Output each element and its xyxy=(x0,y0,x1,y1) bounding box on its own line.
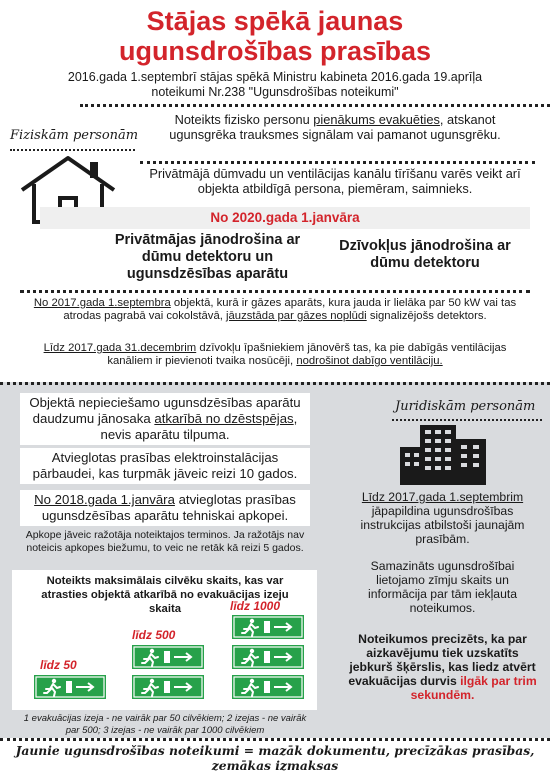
divider xyxy=(80,104,550,107)
exit-sign xyxy=(132,675,204,704)
maintenance-note: Apkope jāveic ražotāja noteiktajos terminos. Ja ražotājs nav noteicis apkopes biežumu, to veic ne retāk kā reizi 5 gados. xyxy=(25,529,305,554)
divider xyxy=(20,290,530,293)
label-underline xyxy=(392,419,542,421)
divider xyxy=(140,161,535,164)
title-line-1: Stājas spēkā jaunas xyxy=(146,6,404,36)
level-50-label: līdz 50 xyxy=(40,658,77,672)
divider xyxy=(0,382,550,385)
subtitle: 2016.gada 1.septembrī stājas spēkā Ministru kabineta 2016.gada 19.aprīļa noteikumi Nr.238 "Ugunsdrošības noteikumi" xyxy=(67,70,483,99)
flat-requirement: Dzīvokļus jānodrošina ar dūmu detektoru xyxy=(339,238,511,271)
running-man-icon xyxy=(232,675,304,699)
physical-persons-section xyxy=(0,100,550,382)
instructions-update-text: Līdz 2017.gada 1.septembrim jāpapildina ugunsdrošības instrukcijas atbilstoši jaunajām prasībām. xyxy=(360,490,525,546)
ventilation-text: Līdz 2017.gada 31.decembrim dzīvokļu īpašniekiem jānovērš tas, ka pie dabīgās ventilācijas kanāliem ir pievienoti tvaika nosūcēji, nodrošinot dabīgo ventilāciju. xyxy=(43,342,507,367)
legal-persons-section xyxy=(0,382,550,738)
date-banner xyxy=(40,207,530,229)
evacuation-box xyxy=(12,570,317,736)
title-line-2: ugunsdrošības prasības xyxy=(118,36,432,66)
date-2020: No 2020.gada 1.janvāra xyxy=(210,210,360,225)
running-man-icon xyxy=(132,645,204,669)
legal-persons-label: Juridiskām personām xyxy=(395,399,536,414)
level-1000-label: līdz 1000 xyxy=(230,599,281,613)
extinguisher-amount-text: Objektā nepieciešamo ugunsdzēsības aparātu daudzumu jānosaka atkarībā no dzēstspējas, nevis aparātu tilpuma. xyxy=(20,393,310,445)
evacuation-title: Noteikts maksimālais cilvēku skaits, kas var atrasties objektā atkarībā no evakuācijas izeju skaita xyxy=(41,575,289,615)
house-requirement: Privātmājas jānodrošina ar dūmu detektoru un ugunsdzēsības aparātu xyxy=(114,232,301,282)
electric-inspection-text: Atvieglotas prasības elektroinstalācijas pārbaudei, kas turpmāk jāveic reizi 10 gados. xyxy=(20,448,310,484)
chimney-cleaning-text: Privātmājā dūmvadu un ventilācijas kanālu tīrīšanu varēs veikt arī objekta atbildīgā persona, piemēram, saimnieks. xyxy=(149,166,521,196)
running-man-icon xyxy=(34,675,106,699)
maintenance-2018-text: No 2018.gada 1.janvāra atvieglotas prasības ugunsdzēsības aparātu tehniskai apkopei. xyxy=(20,490,310,526)
gas-detector-text: No 2017.gada 1.septembra objektā, kurā ir gāzes aparāts, kura jauda ir lielāka par 50 kW vai tas atrodas pagrabā vai cokolstāvā, jāuzstāda par gāzes noplūdi signalizējošs detektors. xyxy=(33,297,517,322)
evacuation-note: 1 evakuācijas izeja - ne vairāk par 50 cilvēkiem; 2 izejas - ne vairāk par 500; 3 izejas - ne vairāk par 1000 cilvēkiem xyxy=(23,713,307,736)
exit-sign xyxy=(232,615,304,644)
evacuation-duty-text: Noteikts fizisko personu pienākums evakuēties, atskanot ugunsgrēka trauksmes signālam vai pamanot ugunsgrēku. xyxy=(169,112,501,142)
divider xyxy=(0,738,550,741)
level-500-label: līdz 500 xyxy=(132,628,176,642)
exit-sign xyxy=(232,675,304,704)
exit-sign xyxy=(34,675,106,704)
running-man-icon xyxy=(132,675,204,699)
signs-reduced-text: Samazināts ugunsdrošībai lietojamo zīmju skaits un informācija par tām iekļauta noteikumos. xyxy=(367,559,518,615)
exit-sign xyxy=(132,645,204,674)
exit-sign xyxy=(232,645,304,674)
building-icon xyxy=(400,425,490,490)
running-man-icon xyxy=(232,615,304,639)
label-underline xyxy=(10,149,135,151)
door-delay-text: Noteikumos precizēts, ka par aizkavējumu tiek uzskatīts jebkurš šķērslis, kas liedz atvērt evakuācijas durvis ilgāk par trim sekundēm. xyxy=(348,632,537,702)
page-title xyxy=(0,6,550,66)
physical-persons-label: Fiziskām personām xyxy=(10,128,139,143)
running-man-icon xyxy=(232,645,304,669)
footer-slogan: Jaunie ugunsdrošības noteikumi = mazāk dokumentu, precīzākas prasības, zemākas izmaksas xyxy=(15,743,535,773)
